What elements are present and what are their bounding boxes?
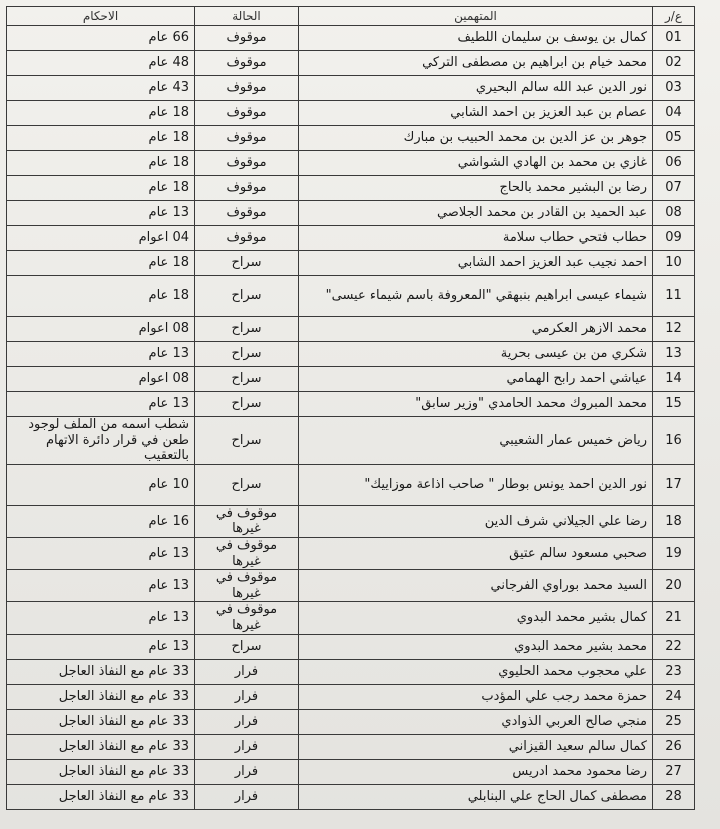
table-row (7, 251, 695, 276)
verdict-text: 33 عام مع النفاذ العاجل (7, 784, 195, 809)
verdict-text: 18 عام (7, 101, 195, 126)
table-row (7, 176, 695, 201)
defendant-name: غازي بن محمد بن الهادي الشواشي (299, 151, 653, 176)
verdict-text: 13 عام (7, 537, 195, 569)
header-name: المتهمين (299, 7, 653, 26)
defendant-name: السيد محمد بوراوي الفرجاني (299, 570, 653, 602)
defendant-name: احمد نجيب عبد العزيز احمد الشابي (299, 251, 653, 276)
verdict-text: 43 عام (7, 76, 195, 101)
table-row (7, 226, 695, 251)
defendant-name: كمال بن يوسف بن سليمان اللطيف (299, 26, 653, 51)
table-row (7, 464, 695, 505)
row-number: 14 (653, 367, 695, 392)
verdict-text: 48 عام (7, 51, 195, 76)
defendant-name: كمال بشير محمد البدوي (299, 602, 653, 634)
table-row (7, 659, 695, 684)
verdict-text: 18 عام (7, 176, 195, 201)
defendant-status: سراح (195, 634, 299, 659)
table-row (7, 126, 695, 151)
defendant-status: موقوف في غيرها (195, 602, 299, 634)
row-number: 19 (653, 537, 695, 569)
row-number: 06 (653, 151, 695, 176)
header-row (7, 7, 695, 26)
header-status: الحالة (195, 7, 299, 26)
defendant-name: عياشي احمد رابح الهمامي (299, 367, 653, 392)
defendant-name: محمد خيام بن ابراهيم بن مصطفى التركي (299, 51, 653, 76)
table-row (7, 570, 695, 602)
table-row (7, 342, 695, 367)
table-row (7, 684, 695, 709)
row-number: 26 (653, 734, 695, 759)
table-row (7, 634, 695, 659)
verdict-text: 16 عام (7, 505, 195, 537)
verdict-text: 08 اعوام (7, 317, 195, 342)
row-number: 24 (653, 684, 695, 709)
table-body (7, 26, 695, 810)
table-row (7, 784, 695, 809)
header-num: ع/ر (653, 7, 695, 26)
table-row (7, 392, 695, 417)
defendant-status: موقوف في غيرها (195, 505, 299, 537)
row-number: 08 (653, 201, 695, 226)
header-verdict: الاحكام (7, 7, 195, 26)
defendant-status: موقوف (195, 26, 299, 51)
table-row (7, 276, 695, 317)
defendant-status: سراح (195, 392, 299, 417)
verdict-text: 66 عام (7, 26, 195, 51)
verdict-text: 13 عام (7, 570, 195, 602)
defendant-name: عبد الحميد بن القادر بن محمد الجلاصي (299, 201, 653, 226)
table-row (7, 417, 695, 465)
table-row (7, 317, 695, 342)
row-number: 15 (653, 392, 695, 417)
table-row (7, 505, 695, 537)
defendant-status: موقوف (195, 76, 299, 101)
row-number: 23 (653, 659, 695, 684)
defendant-name: مصطفى كمال الحاج علي البنابلي (299, 784, 653, 809)
defendant-status: موقوف (195, 151, 299, 176)
row-number: 20 (653, 570, 695, 602)
verdict-text: 08 اعوام (7, 367, 195, 392)
row-number: 04 (653, 101, 695, 126)
verdict-text: 04 اعوام (7, 226, 195, 251)
row-number: 18 (653, 505, 695, 537)
defendant-name: رضا محمود محمد ادريس (299, 759, 653, 784)
defendant-status: سراح (195, 251, 299, 276)
table-header (7, 7, 695, 26)
defendant-name: علي محجوب محمد الحليوي (299, 659, 653, 684)
verdict-text: 13 عام (7, 602, 195, 634)
defendant-status: فرار (195, 659, 299, 684)
defendant-status: سراح (195, 276, 299, 317)
row-number: 09 (653, 226, 695, 251)
defendant-status: سراح (195, 417, 299, 465)
defendant-name: شكري من بن عيسى بحرية (299, 342, 653, 367)
row-number: 05 (653, 126, 695, 151)
verdict-text: 33 عام مع النفاذ العاجل (7, 659, 195, 684)
defendant-name: كمال سالم سعيد القيزاني (299, 734, 653, 759)
defendant-status: فرار (195, 784, 299, 809)
defendant-status: موقوف (195, 51, 299, 76)
defendant-status: فرار (195, 759, 299, 784)
table-row (7, 151, 695, 176)
defendant-status: سراح (195, 367, 299, 392)
defendant-status: سراح (195, 342, 299, 367)
row-number: 21 (653, 602, 695, 634)
row-number: 22 (653, 634, 695, 659)
table-row (7, 734, 695, 759)
defendant-status: فرار (195, 734, 299, 759)
defendant-name: محمد الازهر العكرمي (299, 317, 653, 342)
defendant-status: موقوف (195, 126, 299, 151)
defendant-name: صحبي مسعود سالم عتيق (299, 537, 653, 569)
defendant-status: موقوف (195, 176, 299, 201)
row-number: 25 (653, 709, 695, 734)
defendant-status: موقوف في غيرها (195, 570, 299, 602)
table-row (7, 602, 695, 634)
defendant-name: عصام بن عبد العزيز بن احمد الشابي (299, 101, 653, 126)
verdict-text: 18 عام (7, 151, 195, 176)
defendant-name: رياض خميس عمار الشعيبي (299, 417, 653, 465)
row-number: 10 (653, 251, 695, 276)
row-number: 17 (653, 464, 695, 505)
verdict-text: شطب اسمه من الملف لوجود طعن في قرار دائرة الاتهام بالتعقيب (7, 417, 195, 465)
defendant-status: موقوف في غيرها (195, 537, 299, 569)
table-row (7, 51, 695, 76)
defendant-name: محمد بشير محمد البدوي (299, 634, 653, 659)
defendant-name: شيماء عيسى ابراهيم بنبهقي "المعروفة باسم شيماء عيسى" (299, 276, 653, 317)
defendant-name: حطاب فتحي حطاب سلامة (299, 226, 653, 251)
defendant-name: نور الدين احمد يونس بوطار " صاحب اذاعة موزاييك" (299, 464, 653, 505)
table-row (7, 76, 695, 101)
table-row (7, 709, 695, 734)
row-number: 02 (653, 51, 695, 76)
verdict-text: 10 عام (7, 464, 195, 505)
verdict-text: 18 عام (7, 126, 195, 151)
defendant-status: سراح (195, 317, 299, 342)
row-number: 03 (653, 76, 695, 101)
verdict-text: 13 عام (7, 342, 195, 367)
table-row (7, 759, 695, 784)
verdict-text: 33 عام مع النفاذ العاجل (7, 709, 195, 734)
row-number: 27 (653, 759, 695, 784)
table-row (7, 101, 695, 126)
row-number: 28 (653, 784, 695, 809)
row-number: 11 (653, 276, 695, 317)
row-number: 01 (653, 26, 695, 51)
defendant-name: رضا بن البشير محمد بالحاج (299, 176, 653, 201)
defendant-name: نور الدين عبد الله سالم البحيري (299, 76, 653, 101)
defendant-name: حمزة محمد رجب علي المؤدب (299, 684, 653, 709)
row-number: 12 (653, 317, 695, 342)
verdict-text: 33 عام مع النفاذ العاجل (7, 759, 195, 784)
table-row (7, 367, 695, 392)
verdict-text: 13 عام (7, 392, 195, 417)
row-number: 16 (653, 417, 695, 465)
defendant-name: منجي صالح العربي الذوادي (299, 709, 653, 734)
verdicts-table (6, 6, 695, 810)
row-number: 13 (653, 342, 695, 367)
row-number: 07 (653, 176, 695, 201)
table-row (7, 537, 695, 569)
defendant-name: جوهر بن عز الدين بن محمد الحبيب بن مبارك (299, 126, 653, 151)
verdict-text: 33 عام مع النفاذ العاجل (7, 734, 195, 759)
defendant-name: رضا علي الجيلاني شرف الدين (299, 505, 653, 537)
defendant-status: موقوف (195, 226, 299, 251)
defendant-status: فرار (195, 709, 299, 734)
defendant-name: محمد المبروك محمد الحامدي "وزير سابق" (299, 392, 653, 417)
verdict-text: 18 عام (7, 276, 195, 317)
defendant-status: فرار (195, 684, 299, 709)
defendant-status: سراح (195, 464, 299, 505)
verdict-text: 13 عام (7, 634, 195, 659)
table-row (7, 26, 695, 51)
defendant-status: موقوف (195, 201, 299, 226)
verdict-text: 18 عام (7, 251, 195, 276)
verdict-text: 33 عام مع النفاذ العاجل (7, 684, 195, 709)
table-row (7, 201, 695, 226)
defendant-status: موقوف (195, 101, 299, 126)
verdict-text: 13 عام (7, 201, 195, 226)
